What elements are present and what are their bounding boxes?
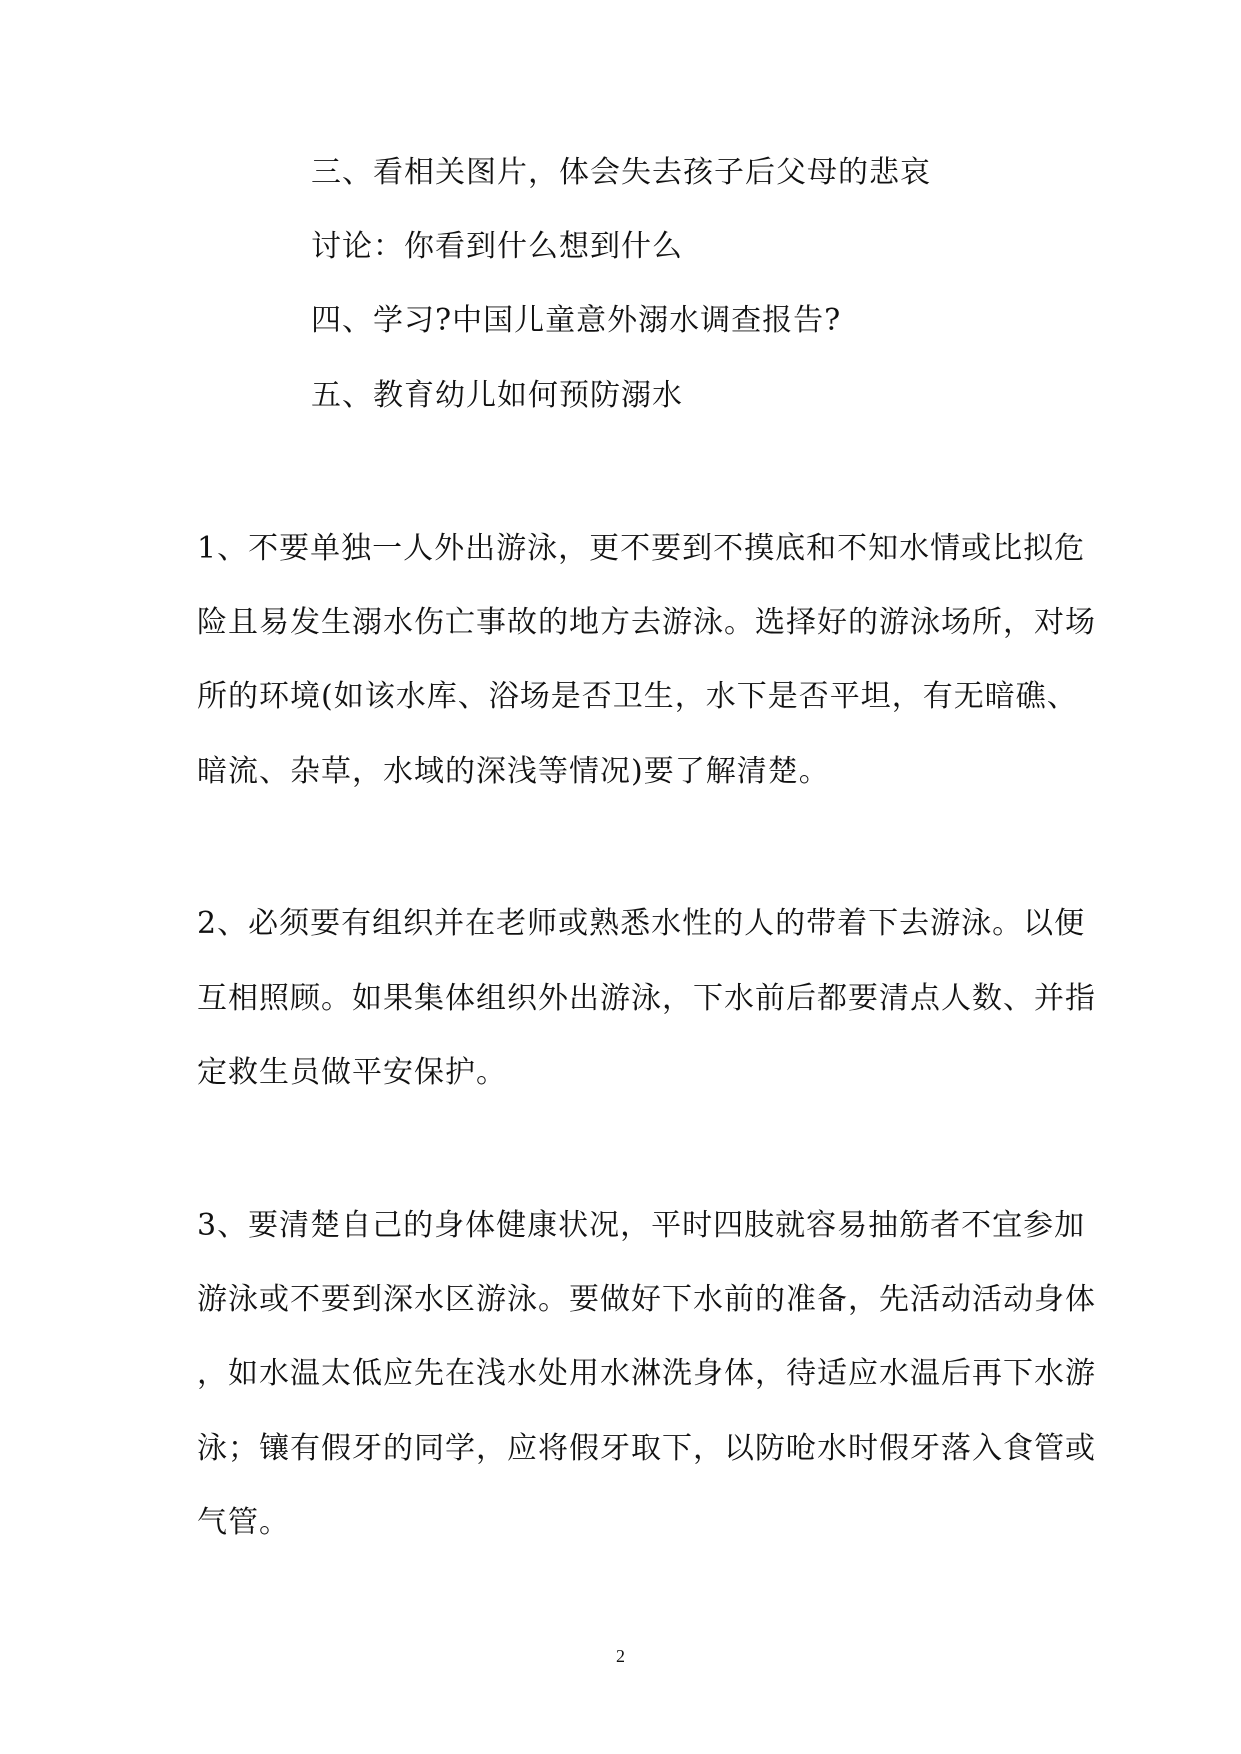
discussion-line: 讨论：你看到什么想到什么: [311, 229, 683, 264]
paragraph-line: 险且易发生溺水伤亡事故的地方去游泳。选择好的游泳场所，对场: [197, 605, 1096, 640]
outline-item-3: 三、看相关图片，体会失去孩子后父母的悲哀: [311, 155, 931, 190]
paragraph-line: 所的环境(如该水库、浴场是否卫生，水下是否平坦，有无暗礁、: [197, 679, 1078, 714]
paragraph-line: 游泳或不要到深水区游泳。要做好下水前的准备，先活动活动身体: [197, 1282, 1096, 1317]
paragraph-line: 泳；镶有假牙的同学，应将假牙取下，以防呛水时假牙落入食管或: [197, 1431, 1096, 1466]
paragraph-line: 气管。: [197, 1505, 290, 1540]
paragraph-line: 互相照顾。如果集体组织外出游泳，下水前后都要清点人数、并指: [197, 981, 1096, 1016]
outline-item-4: 四、学习?中国儿童意外溺水调查报告?: [311, 303, 842, 338]
paragraph-line: 2、必须要有组织并在老师或熟悉水性的人的带着下去游泳。以便: [197, 906, 1086, 941]
outline-item-5: 五、教育幼儿如何预防溺水: [311, 378, 683, 413]
paragraph-line: 3、要清楚自己的身体健康状况，平时四肢就容易抽筋者不宜参加: [197, 1208, 1086, 1243]
paragraph-line: 定救生员做平安保护。: [197, 1055, 507, 1090]
paragraph-line: 暗流、杂草，水域的深浅等情况)要了解清楚。: [197, 754, 830, 789]
page-number: 2: [616, 1646, 625, 1666]
paragraph-line: ，如水温太低应先在浅水处用水淋洗身体，待适应水温后再下水游: [197, 1356, 1096, 1391]
paragraph-line: 1、不要单独一人外出游泳，更不要到不摸底和不知水情或比拟危: [197, 531, 1086, 566]
